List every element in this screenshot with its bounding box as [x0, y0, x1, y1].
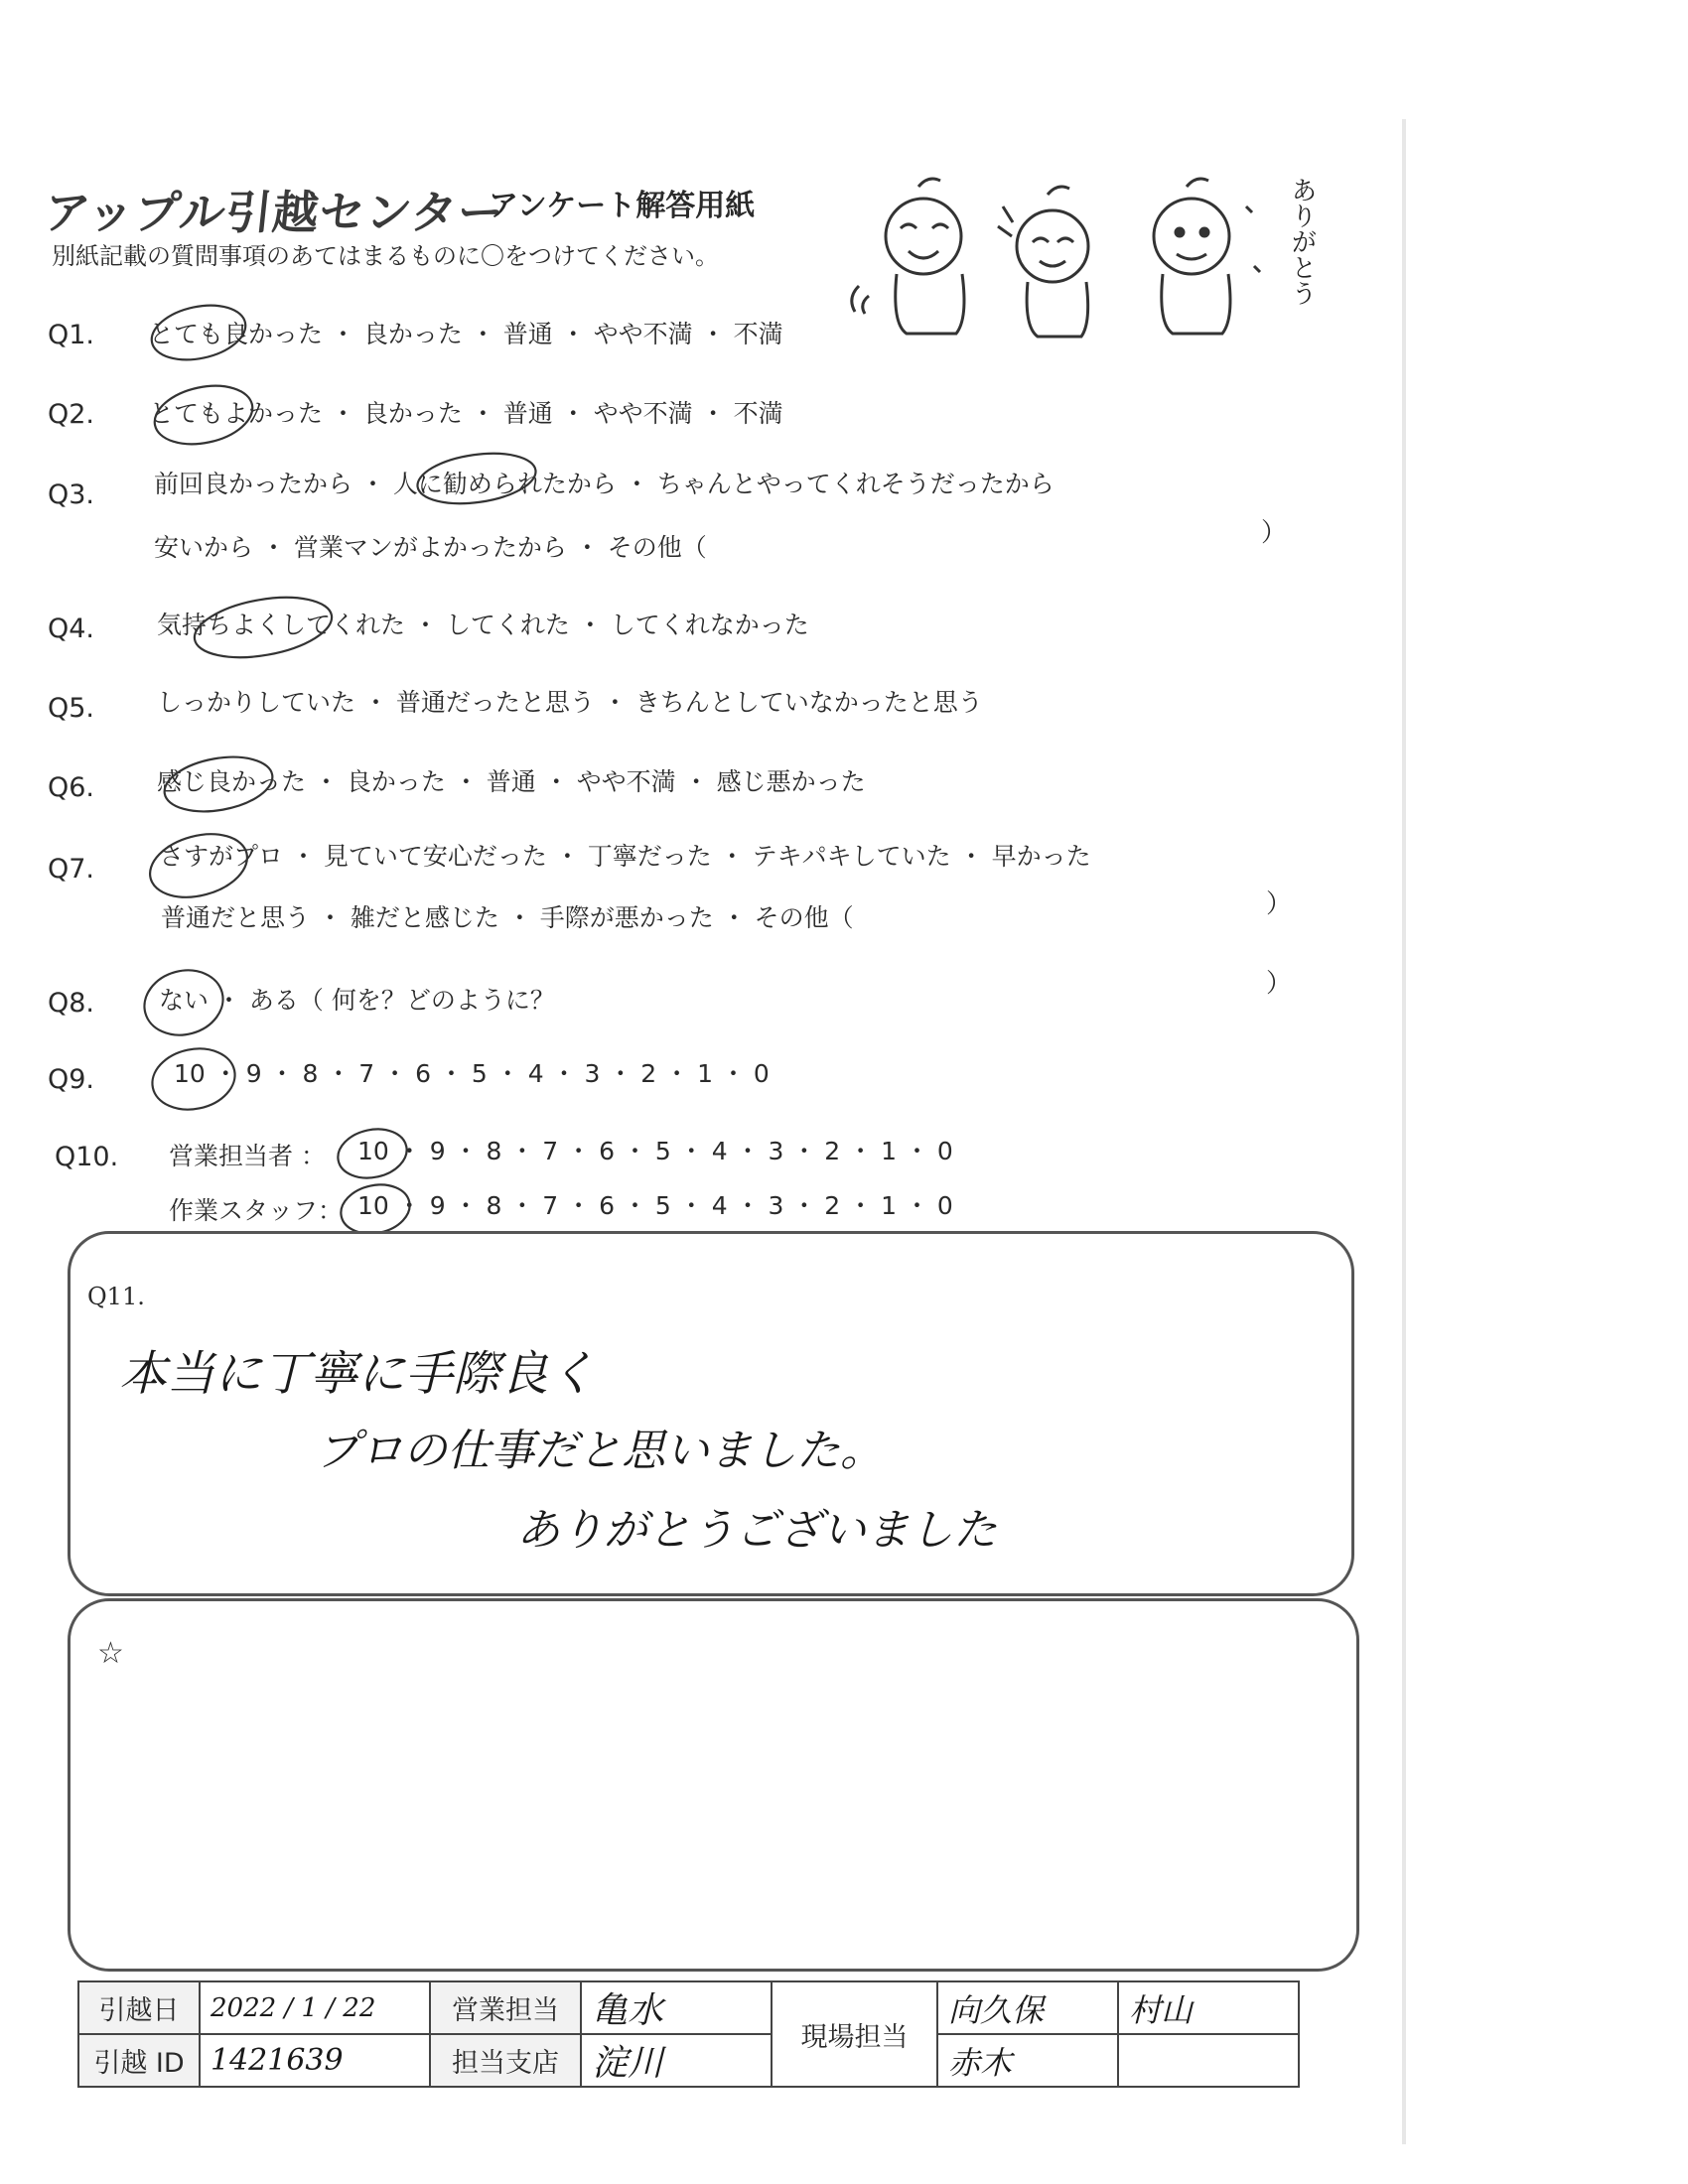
q8-options[interactable]: ない ・ ある（ 何を？どのように？: [159, 986, 555, 1015]
site-staff-1: 向久保: [948, 1990, 1045, 2029]
q5-options[interactable]: しっかりしていた ・ 普通だったと思う ・ きちんとしていなかったと思う: [157, 688, 983, 717]
q7-label: Q7.: [48, 854, 95, 885]
move-id-value: 1421639: [211, 2043, 344, 2078]
move-id-label: 引越 ID: [78, 2034, 200, 2087]
q1-label: Q1.: [48, 320, 95, 350]
q2-circle-mark: [149, 377, 257, 453]
q2-options[interactable]: とてもよかった ・ 良かった ・ 普通 ・ やや不満 ・ 不満: [149, 399, 783, 428]
q5-label: Q5.: [48, 693, 95, 724]
star-label: ☆: [97, 1636, 124, 1671]
q9-scale[interactable]: 10 ・ 9 ・ 8 ・ 7 ・ 6 ・ 5 ・ 4 ・ 3 ・ 2 ・ 1 ・ 0: [174, 1059, 770, 1088]
sales-rep-label: 営業担当: [430, 1981, 581, 2034]
q11-handwritten-line3: ありがとうございました: [516, 1505, 997, 1556]
q7-close-paren: ）: [1266, 889, 1293, 919]
q7-circle-mark: [143, 824, 254, 907]
branch-label: 担当支店: [430, 2034, 581, 2087]
q4-options[interactable]: 気持ちよくしてくれた ・ してくれた ・ してくれなかった: [157, 611, 809, 639]
site-staff-empty-cell: [1118, 2034, 1299, 2087]
instruction-text: 別紙記載の質問事項のあてはまるものに〇をつけてください。: [52, 242, 719, 270]
sales-rep-value: 亀水: [592, 1990, 664, 2031]
move-info-table: [77, 1980, 1300, 2088]
q1-options[interactable]: とても良かった ・ 良かった ・ 普通 ・ やや不満 ・ 不満: [149, 320, 783, 348]
q10-staff-scale[interactable]: 10 ・ 9 ・ 8 ・ 7 ・ 6 ・ 5 ・ 4 ・ 3 ・ 2 ・ 1 ・ 0: [357, 1191, 953, 1220]
q8-label: Q8.: [48, 988, 95, 1019]
q11-handwritten-line1: 本当に丁寧に手際良く: [119, 1346, 597, 1402]
brand-title: アップル引越センター: [41, 186, 507, 239]
q3-circle-mark: [414, 447, 539, 510]
q3-options-line2[interactable]: 安いから ・ 営業マンがよかったから ・ その他（: [154, 533, 707, 562]
site-staff-2: 村山: [1129, 1990, 1194, 2029]
q11-label: Q11.: [87, 1283, 145, 1310]
q4-label: Q4.: [48, 614, 95, 644]
q4-circle-mark: [190, 588, 337, 666]
q7-options-line2[interactable]: 普通だと思う ・ 雑だと感じた ・ 手際が悪かった ・ その他（: [161, 903, 854, 932]
star-comment-box[interactable]: [68, 1598, 1359, 1972]
branch-value: 淀川: [592, 2043, 664, 2084]
q3-options-line1[interactable]: 前回良かったから ・ 人に勧められたから ・ ちゃんとやってくれそうだったから: [154, 470, 1055, 498]
move-date-value: 2022 / 1 / 22: [211, 1993, 376, 2023]
q8-close-paren: ）: [1266, 969, 1293, 999]
move-date-label: 引越日: [78, 1981, 200, 2034]
q8-circle-mark: [137, 962, 230, 1044]
q10-sales-circle-mark: [334, 1123, 411, 1184]
q10-sales-label: 営業担当者 ：: [169, 1142, 326, 1170]
q7-options-line1[interactable]: さすがプロ ・ 見ていて安心だった ・ 丁寧だった ・ テキパキしていた ・ 早かった: [159, 842, 1091, 871]
q10-staff-label: 作業スタッフ：: [169, 1196, 344, 1225]
q6-circle-mark: [160, 750, 276, 819]
q3-label: Q3.: [48, 479, 95, 510]
q6-options[interactable]: 感じ良かった ・ 良かった ・ 普通 ・ やや不満 ・ 感じ悪かった: [157, 767, 866, 796]
q9-circle-mark: [147, 1041, 241, 1117]
q10-sales-scale[interactable]: 10 ・ 9 ・ 8 ・ 7 ・ 6 ・ 5 ・ 4 ・ 3 ・ 2 ・ 1 ・ 0: [357, 1137, 953, 1165]
q3-close-paren: ）: [1261, 518, 1288, 548]
form-subtitle: アンケート解答用紙: [489, 189, 756, 223]
q11-handwritten-line2: プロの仕事だと思いました。: [316, 1426, 884, 1476]
site-staff-3: 赤木: [948, 2043, 1013, 2082]
q2-label: Q2.: [48, 399, 95, 430]
site-staff-label: 現場担当: [772, 1981, 937, 2087]
q1-circle-mark: [147, 298, 251, 368]
q6-label: Q6.: [48, 772, 95, 803]
q10-label: Q10.: [55, 1142, 119, 1172]
mascot-thanks-text: ありがとう: [1287, 177, 1317, 306]
q9-label: Q9.: [48, 1064, 95, 1095]
